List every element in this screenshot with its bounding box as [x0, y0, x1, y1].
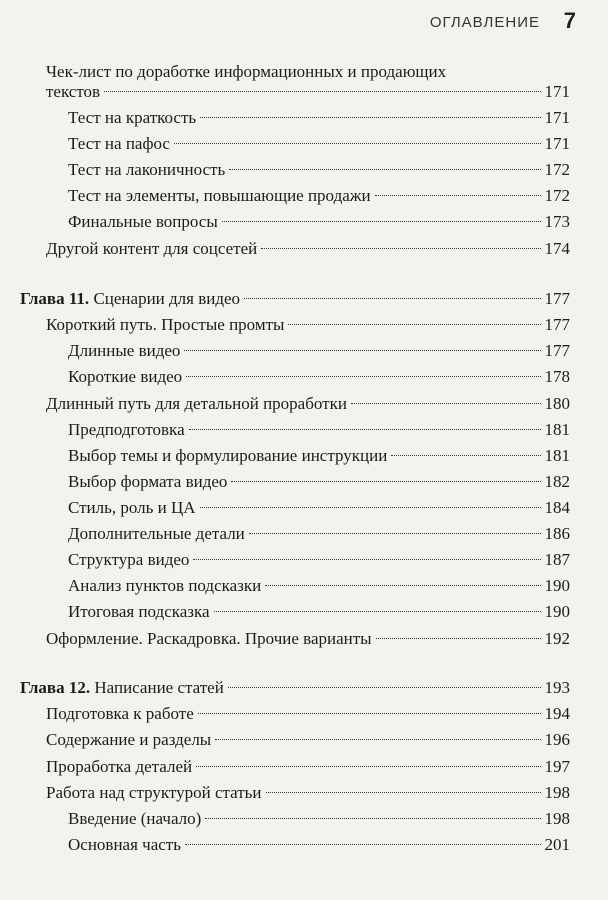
dot-leader [184, 350, 540, 351]
dot-leader [222, 221, 541, 222]
toc-entry-page: 181 [544, 446, 570, 465]
dot-leader [189, 429, 541, 430]
toc-entry-page: 172 [544, 160, 570, 179]
toc-entry-page: 177 [544, 341, 570, 360]
toc-entry [68, 833, 570, 857]
toc-entry-page: 198 [544, 783, 570, 802]
chapter-number: Глава 11. [20, 289, 90, 308]
toc-entry [68, 184, 570, 208]
toc-entry-page: 196 [544, 730, 570, 749]
toc-entry-title [68, 210, 218, 234]
toc-entry-title [46, 702, 194, 726]
dot-leader [288, 324, 540, 325]
toc-entry [68, 365, 570, 389]
toc-entry-text: Введение (начало) [68, 809, 202, 828]
dot-leader [200, 507, 541, 508]
toc-entry-text: Написание статей [90, 678, 224, 697]
toc-entry-page: 171 [544, 108, 570, 127]
toc-entry-title [68, 184, 371, 208]
toc-entry [46, 627, 570, 651]
toc-entry-title [46, 728, 211, 752]
toc-entry [68, 132, 570, 156]
chapter-number: Глава 12. [20, 678, 91, 697]
dot-leader [249, 533, 541, 534]
toc-entry [68, 339, 570, 363]
dot-leader [186, 376, 540, 377]
toc-entry-title [46, 755, 192, 779]
toc-entry-title [20, 287, 240, 311]
toc-entry-page: 184 [544, 498, 570, 517]
toc-entry-title [46, 237, 257, 261]
toc-entry-title [68, 444, 387, 468]
toc-entry [68, 600, 570, 624]
toc-entry [68, 444, 570, 468]
toc-entry-text: Предподготовка [68, 420, 185, 439]
toc-entry-text: Содержание и разделы [46, 730, 212, 749]
dot-leader [198, 713, 541, 714]
dot-leader [193, 559, 540, 560]
toc-entry-text: текстов [46, 82, 101, 101]
toc-entry-text: Выбор темы и формулирование инструкции [68, 446, 388, 465]
toc-entry-text: Короткий путь. Простые промты [46, 315, 285, 334]
toc-entry-page: 171 [544, 134, 570, 153]
dot-leader [265, 585, 540, 586]
toc-entry-text: Дополнительные детали [68, 524, 245, 543]
toc-entry-text: Длинные видео [68, 341, 181, 360]
toc-entry-text: Длинный путь для детальной проработки [46, 394, 347, 413]
dot-leader [266, 792, 541, 793]
toc-entry-title [68, 418, 185, 442]
dot-leader [185, 844, 541, 845]
toc-entry [68, 470, 570, 494]
dot-leader [351, 403, 541, 404]
toc-entry-title [68, 600, 210, 624]
toc-entry-title [68, 833, 181, 857]
toc-entry-title [46, 781, 262, 805]
toc-entry-text: Основная часть [68, 835, 181, 854]
dot-leader [104, 91, 540, 92]
toc-entry-title [68, 158, 225, 182]
toc-entry-text: Оформление. Раскадровка. Прочие варианты [46, 629, 372, 648]
toc-entry-text: Сценарии для видео [89, 289, 241, 308]
toc-chapter-entry [20, 287, 570, 311]
toc-entry-text: Тест на краткость [68, 108, 197, 127]
page-number: 7 [563, 8, 576, 33]
toc-entry-text: Другой контент для соцсетей [46, 239, 258, 258]
dot-leader [215, 739, 540, 740]
toc-entry [46, 755, 570, 779]
toc-entry [68, 807, 570, 831]
toc-entry-title [46, 627, 372, 651]
toc-entry-text: Анализ пунктов подсказки [68, 576, 262, 595]
toc-entry-page: 192 [544, 629, 570, 648]
toc-entry [68, 496, 570, 520]
toc-entry-page: 174 [544, 239, 570, 258]
toc-entry-page: 193 [544, 678, 570, 697]
toc-entry-title [68, 339, 180, 363]
toc-entry [68, 522, 570, 546]
toc-entry [46, 237, 570, 261]
toc-entry [68, 158, 570, 182]
dot-leader [261, 248, 540, 249]
toc-entry-page: 190 [544, 576, 570, 595]
dot-leader [200, 117, 540, 118]
toc-entry-page: 172 [544, 186, 570, 205]
toc-entry-title [68, 574, 261, 598]
toc-entry [68, 106, 570, 130]
toc-entry-text: Итоговая подсказка [68, 602, 210, 621]
toc-entry-text: Проработка деталей [46, 757, 193, 776]
toc-entry-text: Тест на элементы, повышающие продажи [68, 186, 371, 205]
toc-entry-page: 173 [544, 212, 570, 231]
dot-leader [205, 818, 540, 819]
dot-leader [214, 611, 541, 612]
toc-entry-page: 194 [544, 704, 570, 723]
toc-entry-page: 187 [544, 550, 570, 569]
toc-entry-page: 177 [544, 315, 570, 334]
toc-entry [46, 702, 570, 726]
dot-leader [244, 298, 540, 299]
dot-leader [231, 481, 540, 482]
toc-entry [68, 210, 570, 234]
toc-entry [46, 80, 570, 104]
running-header-title: ОГЛАВЛЕНИЕ [429, 14, 540, 31]
dot-leader [376, 638, 541, 639]
toc-entry-page: 182 [544, 472, 570, 491]
dot-leader [174, 143, 541, 144]
toc-entry-text: Подготовка к работе [46, 704, 194, 723]
toc-entry-page: 198 [544, 809, 570, 828]
toc-entry-page: 177 [544, 289, 570, 308]
toc-entry-title [68, 106, 196, 130]
toc-entry-title [68, 807, 201, 831]
toc-entry-title [46, 392, 347, 416]
dot-leader [391, 455, 540, 456]
toc-entry-page: 178 [544, 367, 570, 386]
toc-entry-title [68, 132, 170, 156]
running-header [0, 8, 608, 38]
toc-entry-text: Работа над структурой статьи [46, 783, 262, 802]
toc-entry-title [68, 365, 182, 389]
toc-entry-first-line: Чек-лист по доработке информационных и продающих [46, 62, 447, 81]
toc-entry [46, 392, 570, 416]
toc-entry-title [68, 522, 245, 546]
toc-entry [68, 418, 570, 442]
toc-entry-title [46, 80, 100, 104]
toc-entry-page: 181 [544, 420, 570, 439]
toc-entry-text: Стиль, роль и ЦА [68, 498, 196, 517]
toc-entry-page: 197 [544, 757, 570, 776]
dot-leader [228, 687, 541, 688]
toc-entry-text: Финальные вопросы [68, 212, 218, 231]
toc-entry [46, 728, 570, 752]
toc-entry-title [68, 470, 227, 494]
toc-entry-text: Структура видео [68, 550, 190, 569]
toc-entry-text: Тест на лаконичность [68, 160, 226, 179]
toc-entry-page: 171 [544, 82, 570, 101]
toc-entry [46, 781, 570, 805]
dot-leader [196, 766, 540, 767]
dot-leader [229, 169, 540, 170]
toc-entry-text: Выбор формата видео [68, 472, 228, 491]
toc-entry-title [20, 676, 224, 700]
toc-entry-page: 186 [544, 524, 570, 543]
toc-entry-text: Короткие видео [68, 367, 183, 386]
toc-entry-page: 180 [544, 394, 570, 413]
dot-leader [375, 195, 541, 196]
toc-entry-page: 201 [544, 835, 570, 854]
toc-entry-title [46, 313, 284, 337]
toc-entry [68, 548, 570, 572]
toc-entry [68, 574, 570, 598]
toc-entry-page: 190 [544, 602, 570, 621]
toc-entry-title [68, 548, 189, 572]
toc-entry-title [68, 496, 196, 520]
toc-entry-text: Тест на пафос [68, 134, 170, 153]
toc-chapter-entry [20, 676, 570, 700]
toc-entry [46, 313, 570, 337]
